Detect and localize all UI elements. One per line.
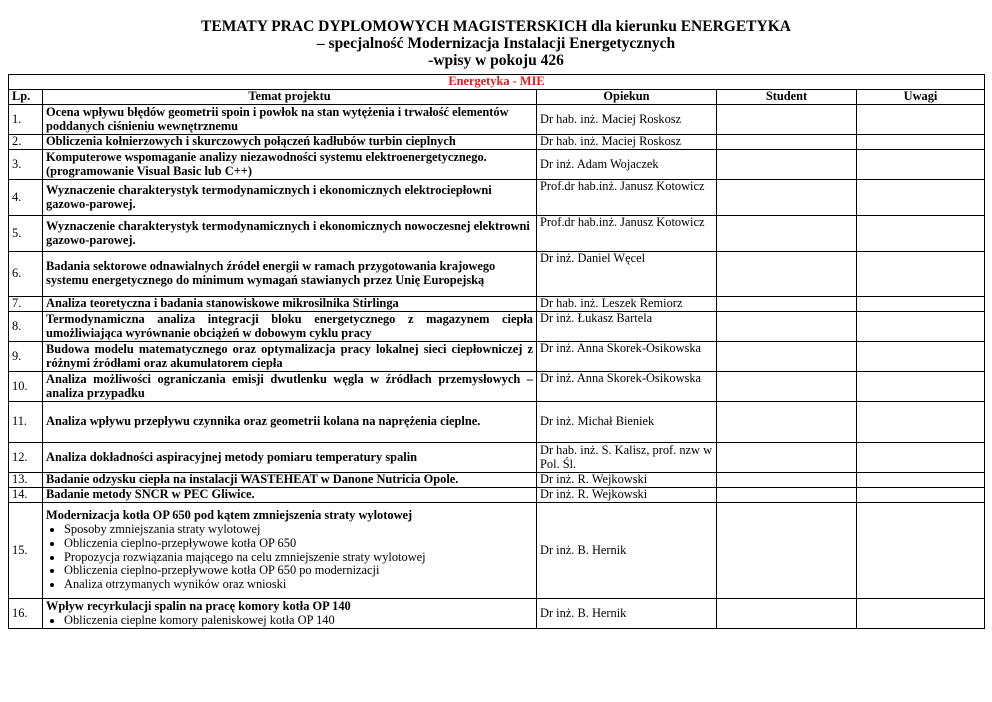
topic-cell (43, 105, 537, 135)
topic-title: Wyznaczenie charakterystyk termodynamicznych i ekonomicznych nowoczesnej elektrowni gazowo-parowej. (46, 218, 530, 247)
topic-title: Badanie metody SNCR w PEC Gliwice. (46, 487, 255, 502)
supervisor-cell: Dr inż. B. Hernik (537, 503, 717, 599)
topic-cell (43, 503, 537, 599)
supervisor-cell: Dr inż. R. Wejkowski (537, 473, 717, 488)
topic-title: Termodynamiczna analiza integracji bloku energetycznego z magazynem ciepła umożliwiająca wyrównanie obciążeń w dobowym cyklu pracy (46, 311, 533, 340)
table-row (9, 297, 985, 312)
notes-cell (857, 180, 985, 216)
table-body (9, 105, 985, 629)
document-header (0, 0, 992, 69)
student-cell (717, 150, 857, 180)
topic-cell (43, 599, 537, 629)
student-cell (717, 488, 857, 503)
supervisor-cell: Dr inż. R. Wejkowski (537, 488, 717, 503)
student-cell (717, 216, 857, 252)
topic-subitems (46, 614, 533, 628)
topic-title: Badanie odzysku ciepła na instalacji WASTEHEAT w Danone Nutricia Opole. (46, 472, 459, 487)
notes-cell (857, 599, 985, 629)
row-number: 5. (9, 216, 43, 252)
col-notes: Uwagi (857, 90, 985, 105)
col-student: Student (717, 90, 857, 105)
table-row (9, 150, 985, 180)
notes-cell (857, 473, 985, 488)
supervisor-cell: Dr inż. Anna Skorek-Osikowska (537, 342, 717, 372)
row-number: 13. (9, 473, 43, 488)
notes-cell (857, 105, 985, 135)
topic-cell (43, 135, 537, 150)
col-supervisor: Opiekun (537, 90, 717, 105)
row-number: 12. (9, 443, 43, 473)
table-row (9, 105, 985, 135)
student-cell (717, 252, 857, 297)
topic-cell (43, 443, 537, 473)
table-row (9, 312, 985, 342)
topic-title: Ocena wpływu błędów geometrii spoin i powłok na stan wytężenia i trwałość elementów poddanych ciśnieniu wewnętrznemu (46, 104, 509, 133)
student-cell (717, 372, 857, 402)
row-number: 7. (9, 297, 43, 312)
row-number: 15. (9, 503, 43, 599)
row-number: 14. (9, 488, 43, 503)
header-room-note: -wpisy w pokoju 426 (428, 52, 564, 69)
row-number: 3. (9, 150, 43, 180)
row-number: 8. (9, 312, 43, 342)
row-number: 2. (9, 135, 43, 150)
supervisor-cell: Dr inż. Michał Bieniek (537, 402, 717, 443)
supervisor-cell: Dr inż. Adam Wojaczek (537, 150, 717, 180)
topic-title: Wpływ recyrkulacji spalin na pracę komory kotła OP 140 (46, 598, 351, 613)
supervisor-cell: Prof.dr hab.inż. Janusz Kotowicz (537, 216, 717, 252)
table-row (9, 599, 985, 629)
table-row (9, 180, 985, 216)
table-row (9, 402, 985, 443)
notes-cell (857, 135, 985, 150)
student-cell (717, 402, 857, 443)
student-cell (717, 599, 857, 629)
topic-cell (43, 342, 537, 372)
student-cell (717, 342, 857, 372)
row-number: 16. (9, 599, 43, 629)
topic-title: Wyznaczenie charakterystyk termodynamicznych i ekonomicznych elektrociepłowni gazowo-parowej. (46, 182, 492, 211)
table-row (9, 372, 985, 402)
topic-title: Analiza teoretyczna i badania stanowiskowe mikrosilnika Stirlinga (46, 296, 399, 311)
topic-cell (43, 252, 537, 297)
notes-cell (857, 402, 985, 443)
notes-cell (857, 372, 985, 402)
supervisor-cell: Dr inż. Łukasz Bartela (537, 312, 717, 342)
topic-cell (43, 473, 537, 488)
topic-subitem: • Analiza otrzymanych wyników oraz wnioski (64, 578, 533, 592)
row-number: 4. (9, 180, 43, 216)
topic-title: Analiza wpływu przepływu czynnika oraz geometrii kolana na naprężenia cieplne. (46, 414, 481, 429)
header-subtitle: – specjalność Modernizacja Instalacji Energetycznych (316, 35, 676, 52)
topic-subitem: • Obliczenia cieplno-przepływowe kotła OP 650 po modernizacji (64, 564, 533, 578)
row-number: 9. (9, 342, 43, 372)
notes-cell (857, 252, 985, 297)
topic-title: Badania sektorowe odnawialnych źródeł energii w ramach przygotowania krajowego systemu energetycznego do minimum wymagań stawianych przez Unię Europejską (46, 259, 496, 287)
notes-cell (857, 488, 985, 503)
student-cell (717, 105, 857, 135)
topic-subitem: • Obliczenia cieplne komory paleniskowej kotła OP 140 (64, 614, 533, 628)
supervisor-cell: Dr hab. inż. Maciej Roskosz (537, 135, 717, 150)
topic-cell (43, 297, 537, 312)
supervisor-cell: Prof.dr hab.inż. Janusz Kotowicz (537, 180, 717, 216)
topic-title: Modernizacja kotła OP 650 pod kątem zmniejszenia straty wylotowej (46, 508, 413, 523)
supervisor-cell: Dr hab. inż. Maciej Roskosz (537, 105, 717, 135)
topic-cell (43, 180, 537, 216)
student-cell (717, 180, 857, 216)
notes-cell (857, 312, 985, 342)
supervisor-cell: Dr hab. inż. S. Kalisz, prof. nzw w Pol. Śl. (537, 443, 717, 473)
student-cell (717, 503, 857, 599)
supervisor-cell: Dr inż. Daniel Węcel (537, 252, 717, 297)
topics-table (8, 74, 985, 629)
notes-cell (857, 503, 985, 599)
header-row (9, 90, 985, 105)
col-topic: Temat projektu (43, 90, 537, 105)
section-title: Energetyka - MIE (9, 75, 985, 90)
topic-title: Obliczenia kołnierzowych i skurczowych połączeń kadłubów turbin cieplnych (46, 134, 456, 149)
student-cell (717, 135, 857, 150)
notes-cell (857, 150, 985, 180)
topic-cell (43, 312, 537, 342)
topic-cell (43, 216, 537, 252)
supervisor-cell: Dr inż. B. Hernik (537, 599, 717, 629)
supervisor-cell: Dr inż. Anna Skorek-Osikowska (537, 372, 717, 402)
table-row (9, 488, 985, 503)
row-number: 1. (9, 105, 43, 135)
topic-cell (43, 488, 537, 503)
table-row (9, 443, 985, 473)
student-cell (717, 312, 857, 342)
col-lp: Lp. (9, 90, 43, 105)
topic-subitem: • Propozycja rozwiązania mającego na celu zmniejszenie straty wylotowej (64, 551, 533, 565)
topic-cell (43, 402, 537, 443)
topic-title: Komputerowe wspomaganie analizy niezawodności systemu elektroenergetycznego. (programowanie Visual Basic lub C++) (46, 149, 487, 178)
row-number: 11. (9, 402, 43, 443)
topic-subitem: • Obliczenia cieplno-przepływowe kotła OP 650 (64, 537, 533, 551)
topic-subitem: • Sposoby zmniejszania straty wylotowej (64, 523, 533, 537)
topic-cell (43, 372, 537, 402)
table-row (9, 503, 985, 599)
topic-cell (43, 150, 537, 180)
notes-cell (857, 342, 985, 372)
notes-cell (857, 216, 985, 252)
supervisor-cell: Dr hab. inż. Leszek Remiorz (537, 297, 717, 312)
notes-cell (857, 443, 985, 473)
table-row (9, 135, 985, 150)
row-number: 6. (9, 252, 43, 297)
table-row (9, 342, 985, 372)
row-number: 10. (9, 372, 43, 402)
table-row (9, 216, 985, 252)
table-row (9, 252, 985, 297)
section-row (9, 75, 985, 90)
student-cell (717, 297, 857, 312)
student-cell (717, 473, 857, 488)
topic-subitems (46, 523, 533, 592)
topic-title: Analiza możliwości ograniczania emisji dwutlenku węgla w źródłach przemysłowych – analiza przypadku (46, 371, 533, 400)
topic-title: Budowa modelu matematycznego oraz optymalizacja pracy lokalnej sieci ciepłowniczej z różnymi źródłami oraz akumulatorem ciepła (46, 341, 533, 370)
table-row (9, 473, 985, 488)
notes-cell (857, 297, 985, 312)
topic-title: Analiza dokładności aspiracyjnej metody pomiaru temperatury spalin (46, 449, 418, 464)
header-title: TEMATY PRAC DYPLOMOWYCH MAGISTERSKICH dla kierunku ENERGETYKA (201, 18, 791, 35)
student-cell (717, 443, 857, 473)
